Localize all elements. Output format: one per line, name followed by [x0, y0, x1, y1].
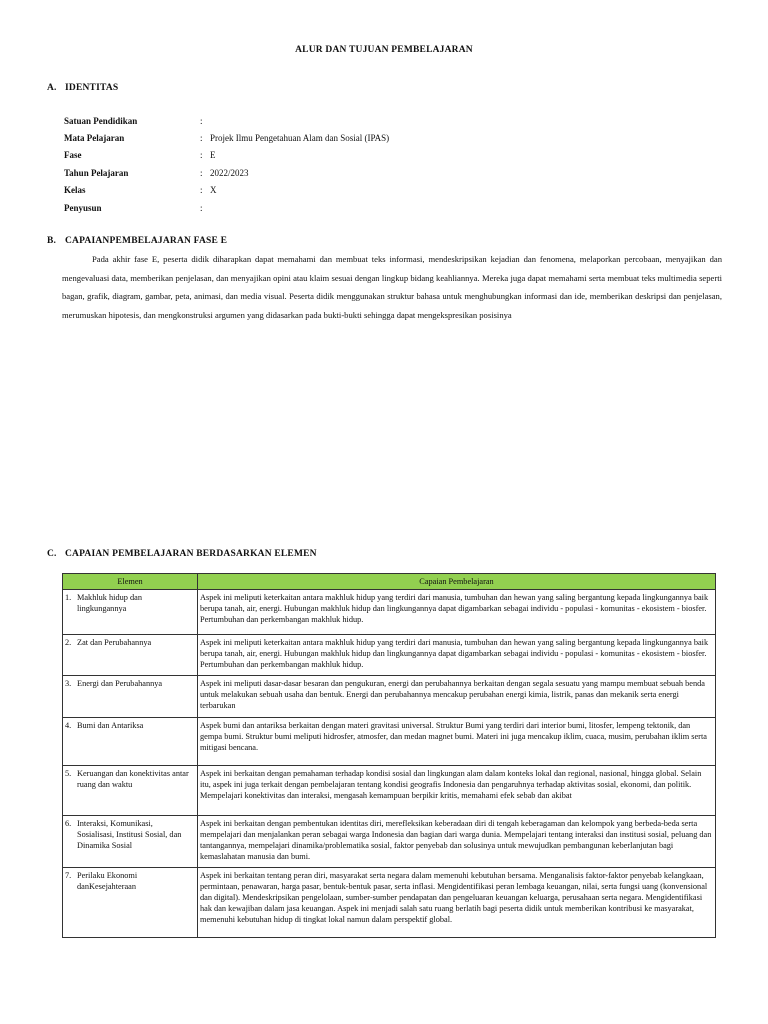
- table-row: [63, 718, 716, 766]
- row-number: 5.: [65, 769, 72, 778]
- identity-value: Projek Ilmu Pengetahuan Alam dan Sosial (IPAS): [210, 133, 390, 144]
- capaian-cell: Aspek ini meliputi keterkaitan antara makhluk hidup yang terdiri dari manusia, tumbuhan dan hewan yang saling bergantung kepada lingkungannya baik berupa tanah, air, energi. Hubungan makhluk hidup dan lingkungannya dapat digambarkan sebagai individu - populasi - komunitas - ekosistem - biosfer. Pertumbuhan dan perkembangan makhluk hidup.: [198, 590, 716, 635]
- row-number: 1.: [65, 593, 72, 602]
- table-row: [63, 590, 716, 635]
- table-row: [63, 635, 716, 676]
- identity-row-penyusun: [64, 199, 389, 216]
- elemen-cell: [63, 635, 198, 676]
- identity-row-tahun: [64, 164, 389, 181]
- capaian-cell: Aspek bumi dan antariksa berkaitan dengan materi gravitasi universal. Struktur Bumi yang terdiri dari interior bumi, litosfer, lempeng tektonik, dan gempa bumi. Struktur bumi meliputi hidrosfer, atmosfer, dan medan magnet bumi. Materi ini juga mencakup iklim, cuaca, musim, perubahan iklim serta mitigasi bencana.: [198, 718, 716, 766]
- identity-label: Mata Pelajaran: [64, 133, 125, 144]
- elemen-name: Energi dan Perubahannya: [77, 679, 163, 688]
- elemen-cell: [63, 868, 198, 938]
- elemen-name: Bumi dan Antariksa: [77, 721, 144, 730]
- section-a-heading: [47, 83, 118, 93]
- identity-colon: :: [200, 133, 203, 144]
- elemen-name: Zat dan Perubahannya: [77, 638, 152, 647]
- identity-row-fase: [64, 147, 389, 164]
- elemen-name: Interaksi, Komunikasi, Sosialisasi, Institusi Sosial, dan Dinamika Sosial: [77, 819, 182, 850]
- identity-colon: :: [200, 167, 203, 178]
- table-row: [63, 676, 716, 718]
- section-b-heading: [47, 236, 227, 246]
- elemen-table: [62, 573, 716, 938]
- section-b-letter: B.: [47, 236, 57, 246]
- section-c-heading: [47, 549, 317, 559]
- identity-value: X: [210, 185, 217, 196]
- identity-row-kelas: [64, 182, 389, 199]
- elemen-name: Keruangan dan konektivitas antar ruang dan waktu: [77, 769, 189, 789]
- table-row: [63, 868, 716, 938]
- identity-colon: :: [200, 202, 203, 213]
- section-b-title: CAPAIANPEMBELAJARAN FASE E: [65, 236, 228, 246]
- header-elemen: Elemen: [63, 574, 198, 590]
- table-header-row: [63, 574, 716, 590]
- section-c-letter: C.: [47, 549, 57, 559]
- section-a-letter: A.: [47, 83, 57, 93]
- capaian-cell: Aspek ini berkaitan tentang peran diri, masyarakat serta negara dalam memenuhi kebutuhan bersama. Menganalisis faktor-faktor penyebab kelangkaan, permintaan, penawaran, harga pasar, bentuk-bentuk pasar, serta inflasi. Mengidentifikasi peran lembaga keuangan, nilai, serta fungsi uang (konvensional dan digital). Mendeskripsikan pengelolaan, sumber-sumber pendapatan dan pengeluaran keuangan keluarga, perusahaan serta negara. Mengidentifikasi hak dan kewajiban dalam jasa keuangan. Aspek ini menjadi salah satu ruang berlatih bagi peserta didik untuk memberikan kontribusi ke masyarakat, memenuhi kebutuhan hidup di tingkat lokal namun dalam perspektif global.: [198, 868, 716, 938]
- elemen-name: Makhluk hidup dan lingkungannya: [77, 593, 142, 613]
- identity-colon: :: [200, 115, 203, 126]
- row-number: 4.: [65, 721, 72, 730]
- capaian-cell: Aspek ini meliputi keterkaitan antara makhluk hidup yang terdiri dari manusia, tumbuhan dan hewan yang saling bergantung kepada lingkungannya baik berupa tanah, air, energi. Hubungan makhluk hidup dan lingkungannya dapat digambarkan sebagai individu - populasi - komunitas - ekosistem - biosfer. Pertumbuhan dan perkembangan makhluk hidup.: [198, 635, 716, 676]
- elemen-cell: [63, 590, 198, 635]
- row-number: 6.: [65, 819, 72, 828]
- identity-value: 2022/2023: [210, 167, 249, 178]
- row-number: 3.: [65, 679, 72, 688]
- section-c-title: CAPAIAN PEMBELAJARAN BERDASARKAN ELEMEN: [65, 549, 317, 559]
- identity-label: Satuan Pendidikan: [64, 115, 138, 126]
- identity-value: E: [210, 150, 216, 161]
- identity-label: Penyusun: [64, 202, 102, 213]
- elemen-cell: [63, 816, 198, 868]
- identity-row-mapel: [64, 129, 389, 146]
- identity-row-satuan: [64, 112, 389, 129]
- elemen-cell: [63, 676, 198, 718]
- page-title: ALUR DAN TUJUAN PEMBELAJARAN: [295, 45, 473, 55]
- capaian-cell: Aspek ini berkaitan dengan pemahaman terhadap kondisi sosial dan lingkungan alam dalam konteks lokal dan regional, nasional, hingga global. Selain itu, aspek ini juga terkait dengan pembelajaran tentang kondisi geografis Indonesia dan pengaruhnya terhadap aktivitas sosial, ekonomi, dan politik. Mempelajari konektivitas dan interaksi, mengasah kemampuan berpikir kritis, memahami efek sebab dan akibat: [198, 766, 716, 816]
- row-number: 7.: [65, 871, 72, 880]
- capaian-cell: Aspek ini berkaitan dengan pembentukan identitas diri, merefleksikan keberadaan diri di tengah keberagaman dan kelompok yang berbeda-beda serta mempelajari dan menjalankan peran sebagai warga Indonesia dan bagian dari warga dunia. Mempelajari tentang interaksi dan institusi sosial, peluang dan tantangannya, mempelajari dinamika/problematika sosial, faktor penyebab dan solusinya untuk mewujudkan pembangunan keberlanjutan bagi kemaslahatan manusia dan bumi.: [198, 816, 716, 868]
- identity-colon: :: [200, 150, 203, 161]
- elemen-cell: [63, 766, 198, 816]
- capaian-cell: Aspek ini meliputi dasar-dasar besaran dan pengukuran, energi dan perubahannya berkaitan dengan segala sesuatu yang mampu membuat sebuah benda untuk melakukan sebuah usaha dan bentuk. Energi dan perubahannya mencakup perubahan energi kimia, listrik, panas dan mekanik serta energi terbarukan: [198, 676, 716, 718]
- identity-label: Fase: [64, 150, 82, 161]
- identity-label: Tahun Pelajaran: [64, 167, 129, 178]
- identity-colon: :: [200, 185, 203, 196]
- table-row: [63, 816, 716, 868]
- identity-table: [64, 112, 389, 216]
- capaian-fase-paragraph: Pada akhir fase E, peserta didik diharapkan dapat memahami dan membuat teks informasi, mendeskripsikan kejadian dan fenomena, melaporkan percobaan, menyajikan dan mengevaluasi data, memberikan penjelasan, dan menyajikan opini atau klaim sesuai dengan lingkup bidang keahliannya. Mereka juga dapat memahami serta membuat teks multimedia seperti bagan, grafik, diagram, gambar, peta, animasi, dan media visual. Peserta didik menggunakan struktur bahasa untuk menghubungkan informasi dan ide, memberikan deskripsi dan penjelasan, merumuskan hipotesis, dan mengkonstruksi argumen yang didasarkan pada bukti-bukti sehingga dapat mengekspresikan posisinya: [62, 254, 722, 320]
- row-number: 2.: [65, 638, 72, 647]
- table-row: [63, 766, 716, 816]
- elemen-name: Perilaku Ekonomi danKesejahteraan: [77, 871, 138, 891]
- header-capaian: Capaian Pembelajaran: [198, 574, 716, 590]
- identity-label: Kelas: [64, 185, 86, 196]
- elemen-cell: [63, 718, 198, 766]
- section-a-title: IDENTITAS: [65, 83, 119, 93]
